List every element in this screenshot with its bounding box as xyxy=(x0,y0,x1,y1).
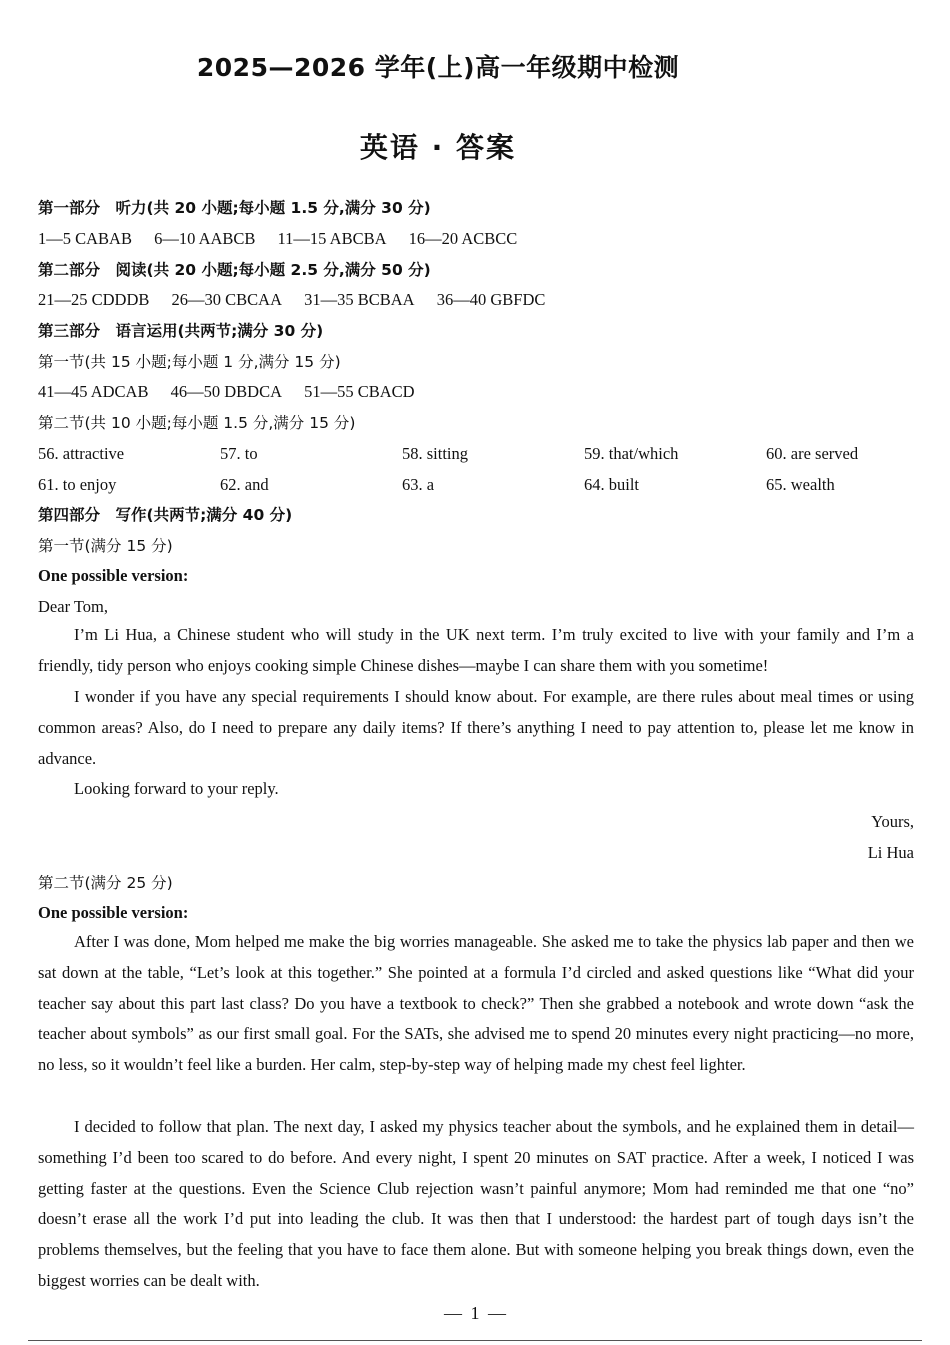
part1-answers xyxy=(38,229,914,249)
fill-answer: 57. to xyxy=(220,444,258,463)
part1-heading: 第一部分 听力(共 20 小题;每小题 1.5 分,满分 30 分) xyxy=(38,199,431,217)
letter-paragraph: I’m Li Hua, a Chinese student who will study in the UK next term. I’m truly excited to live with your family and I’m a friendly, tidy person who enjoys cooking simple Chinese dishes—maybe I can share them with you sometime! xyxy=(38,625,914,675)
part3-section2-heading: 第二节(共 10 小题;每小题 1.5 分,满分 15 分) xyxy=(38,414,356,432)
part4-section1-heading: 第一节(满分 15 分) xyxy=(38,537,173,555)
answer-group: 31—35 BCBAA xyxy=(304,290,415,309)
page-subtitle: 英语 · 答案 xyxy=(359,131,517,164)
story-paragraph: I decided to follow that plan. The next day, I asked my physics teacher about the symbols, and he explained them in detail—something I’d been too scared to do before. And every night, I spent 20 minutes on SAT practice. After a week, I noticed I was getting faster at the questions. Even the Science Club rejection wasn’t painful anymore; Mom had reminded me that one “no” doesn’t erase all the work I’d put into leading the club. It was then that I understood: the hardest part of tough days isn’t the problems themselves, but the feeling that you have to face them alone. But with someone helping you break things down, even the biggest worries can be dealt with. xyxy=(38,1117,914,1290)
fill-answer: 60. are served xyxy=(766,444,859,463)
part3-section1-heading: 第一节(共 15 小题;每小题 1 分,满分 15 分) xyxy=(38,353,341,371)
answer-group: 16—20 ACBCC xyxy=(408,229,518,248)
part3-heading: 第三部分 语言运用(共两节;满分 30 分) xyxy=(38,322,324,340)
fill-answer: 65. wealth xyxy=(766,475,835,494)
answer-group: 6—10 AABCB xyxy=(154,229,256,248)
answer-group: 11—15 ABCBA xyxy=(277,229,387,248)
version-label: One possible version: xyxy=(38,903,189,922)
fill-answer: 59. that/which xyxy=(584,444,679,463)
part3-section1-answers xyxy=(38,382,914,402)
part2-answers xyxy=(38,290,914,310)
part4-section2-heading: 第二节(满分 25 分) xyxy=(38,874,173,892)
version-label: One possible version: xyxy=(38,566,189,585)
letter-paragraph: I wonder if you have any special requirements I should know about. For example, are there rules about meal times or using common areas? Also, do I need to prepare any daily items? If there’s anything I need to pay attention to, please let me know in advance. xyxy=(38,687,914,768)
fill-answer: 56. attractive xyxy=(38,444,125,463)
letter-greeting: Dear Tom, xyxy=(38,597,109,616)
fill-answer: 62. and xyxy=(220,475,269,494)
part4-heading: 第四部分 写作(共两节;满分 40 分) xyxy=(38,506,293,524)
fill-answer: 63. a xyxy=(402,475,435,494)
letter-signature: Li Hua xyxy=(867,843,914,862)
page-title: 2025—2026 学年(上)高一年级期中检测 xyxy=(196,53,680,82)
part2-heading: 第二部分 阅读(共 20 小题;每小题 2.5 分,满分 50 分) xyxy=(38,261,431,279)
page-number: — 1 — xyxy=(444,1303,508,1323)
fill-answer: 64. built xyxy=(584,475,640,494)
letter-closing: Yours, xyxy=(871,812,914,831)
fill-answer: 61. to enjoy xyxy=(38,475,117,494)
answer-group: 51—55 CBACD xyxy=(304,382,415,401)
bottom-divider xyxy=(28,1340,922,1341)
answer-group: 21—25 CDDDB xyxy=(38,290,150,309)
answer-group: 26—30 CBCAA xyxy=(171,290,282,309)
story-paragraph: After I was done, Mom helped me make the big worries manageable. She asked me to take the physics lab paper and then we sat down at the table, “Let’s look at this together.” She pointed at a formula I’d circled and asked questions like “What did your teacher say about this part last class? Do you have a textbook to check?” Then she grabbed a notebook and wrote down “ask the teacher about symbols” as our first small goal. For the SATs, she advised me to spend 20 minutes every night practicing—no more, no less, so it wouldn’t feel like a burden. Her calm, step-by-step way of helping made my chest feel lighter. xyxy=(38,932,914,1075)
letter-paragraph: Looking forward to your reply. xyxy=(74,779,279,798)
answer-group: 41—45 ADCAB xyxy=(38,382,149,401)
fill-answer: 58. sitting xyxy=(402,444,469,463)
answer-group: 1—5 CABAB xyxy=(38,229,132,248)
answer-group: 36—40 GBFDC xyxy=(436,290,546,309)
answer-group: 46—50 DBDCA xyxy=(170,382,282,401)
